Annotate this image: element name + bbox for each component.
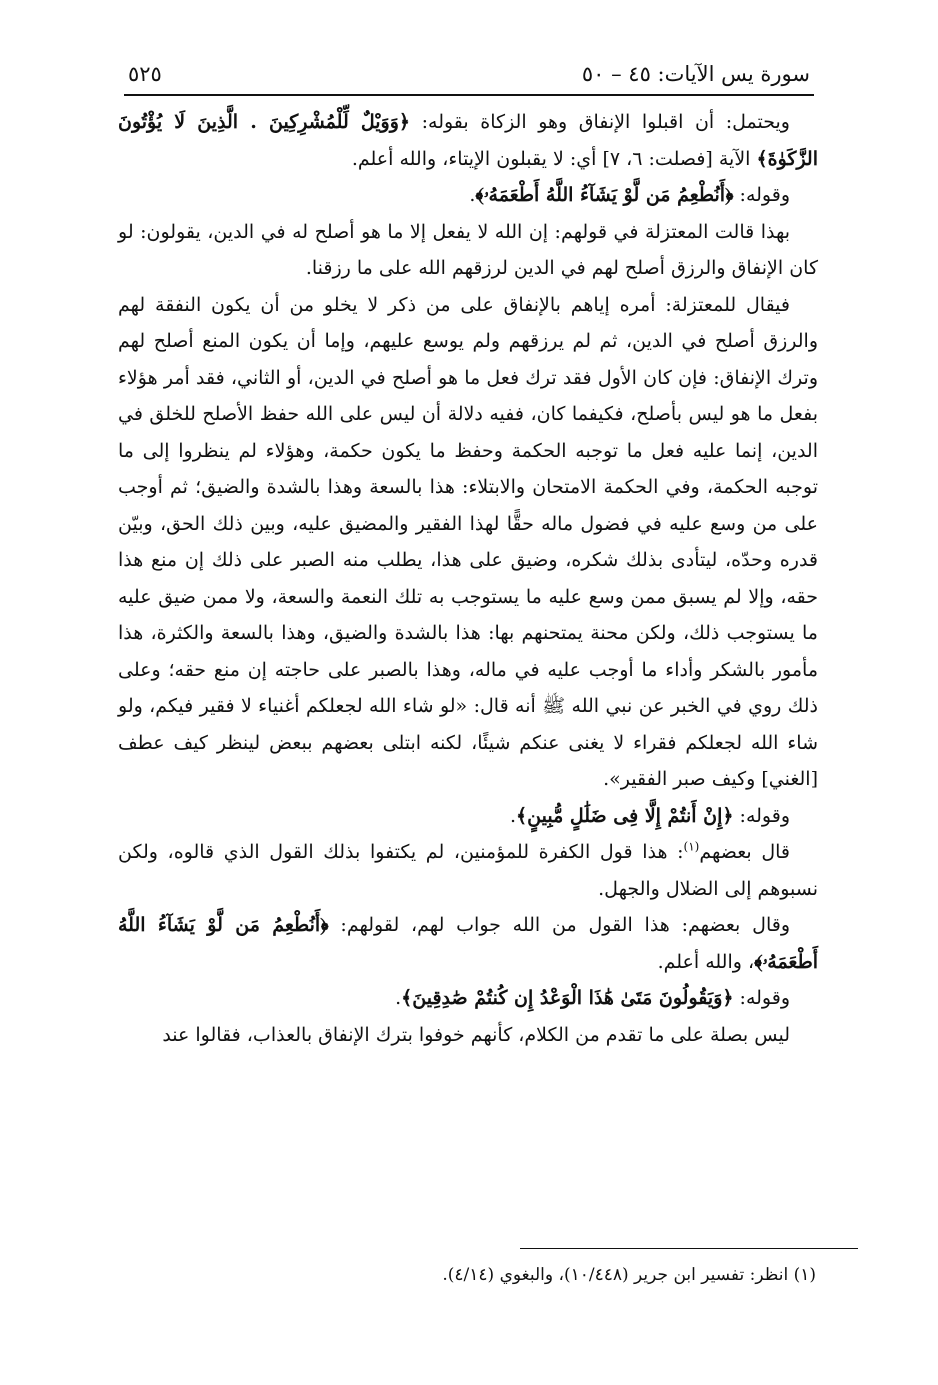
header-title: سورة يس الآيات: ٤٥ – ٥٠ bbox=[581, 62, 810, 86]
quran-verse: ﴿أَنُطْعِمُ مَن لَّوْ يَشَآءُ اللَّهُ أَطْعَمَهُۥ﴾ bbox=[118, 914, 818, 973]
header-rule bbox=[124, 94, 814, 96]
quran-verse: ﴿وَيَقُولُونَ مَتَىٰ هَٰذَا الْوَعْدُ إِن كُنتُمْ صَٰدِقِينَ﴾ bbox=[401, 987, 734, 1009]
page-number: ٥٢٥ bbox=[128, 62, 162, 86]
text-segment: : هذا قول الكفرة للمؤمنين، لم يكتفوا بذلك القول الذي قالوه، ولكن نسبوهم إلى الضلال والجهل. bbox=[118, 841, 818, 900]
text-segment: ، والله أعلم. bbox=[657, 950, 755, 973]
paragraph bbox=[118, 907, 818, 980]
paragraph bbox=[118, 834, 818, 907]
paragraph bbox=[118, 287, 818, 798]
paragraph bbox=[118, 177, 818, 214]
paragraph bbox=[118, 104, 818, 177]
footnote-text: (١) انظر: تفسير ابن جرير (١٠/٤٤٨)، والبغوي (٤/١٤). bbox=[442, 1265, 816, 1285]
running-header bbox=[128, 56, 810, 92]
paragraph bbox=[118, 1017, 818, 1054]
paragraph bbox=[118, 214, 818, 287]
quran-verse: ﴿وَوَيْلٌ لِّلْمُشْرِكِينَ . الَّذِينَ لَا يُؤْتُونَ الزَّكَوٰةَ﴾ bbox=[118, 111, 818, 170]
paragraph bbox=[118, 980, 818, 1017]
footnote-reference: (١) bbox=[683, 839, 700, 854]
text-segment: الآية [فصلت: ٦، ٧] أي: لا يقبلون الإيتاء، والله أعلم. bbox=[351, 147, 757, 170]
text-segment: وقوله: bbox=[733, 804, 790, 827]
text-segment: بهذا قالت المعتزلة في قولهم: إن الله لا يفعل إلا ما هو أصلح له في الدين، يقولون: لو كان الإنفاق والرزق أصلح لهم في الدين لرزقهم الله على ما رزقنا. bbox=[118, 220, 818, 279]
text-segment: وقوله: bbox=[733, 184, 790, 206]
text-segment: . bbox=[509, 804, 517, 827]
quran-verse: ﴿أَنُطْعِمُ مَن لَّوْ يَشَآءُ اللَّهُ أَطْعَمَهُۥ﴾ bbox=[475, 184, 734, 206]
quran-verse: ﴿إِنْ أَنتُمْ إِلَّا فِى ضَلَٰلٍ مُّبِينٍ﴾ bbox=[516, 804, 734, 827]
text-segment: . bbox=[469, 184, 476, 206]
text-segment: فيقال للمعتزلة: أمره إياهم بالإنفاق على من ذكر لا يخلو من أن يكون النفقة لهم والرزق أصلح في الدين، ثم لم يرزقهم ولم يوسع عليهم، وإما أن يكون المنع أصلح لهم وترك الإنفاق: فإن كان الأول فقد ترك فعل ما هو أصلح في الدين، أو الثاني، فقد أمر هؤلاء بفعل ما هو ليس بأصلح، فكيفما كان، ففيه دلالة أن ليس على الله حفظ الأصلح للخلق في الدين، إنما عليه فعل ما توجبه الحكمة وحفظ ما يكون حكمة، وهؤلاء لم ينظروا إلى ما توجبه الحكمة، وفي الحكمة الامتحان والابتلاء: هذا بالسعة وهذا بالشدة والضيق؛ ثم أوجب على من وسع عليه في فضول ماله حقًّا لهذا الفقير والمضيق عليه، وبين ذلك الحق، وبيّن قدره وحدّه، ليتأدى بذلك شكره، وضيق على هذا، يطلب منه الصبر على ذلك إن منع هذا حقه، وإلا لم يسبق ممن وسع عليه ما يستوجب به تلك النعمة والسعة، ولا ممن ضيق عليه ما يستوجب ذلك، ولكن محنة يمتحنهم بها: هذا بالشدة والضيق، وهذا بالسعة والكثرة، هذا مأمور بالشكر وأداء ما أوجب عليه في ماله، وهذا بالصبر على حاجته إن منع حقه؛ وعلى ذلك روي في الخبر عن نبي الله ﷺ أنه قال: «لو شاء الله لجعلكم أغنياء لا فقير فيكم، ولو شاء الله لجعلكم فقراء لا يغنى عنكم شيئًا، لكنه ابتلى بعضهم ببعض لينظر كيف عطف [الغني] وكيف صبر الفقير». bbox=[118, 293, 818, 790]
text-segment: وقال بعضهم: هذا القول من الله جواب لهم، لقولهم: bbox=[328, 914, 790, 936]
text-segment: ويحتمل: أن اقبلوا الإنفاق وهو الزكاة بقوله: bbox=[410, 111, 790, 133]
footnote bbox=[120, 1260, 816, 1290]
paragraph bbox=[118, 798, 818, 835]
body-text bbox=[118, 104, 818, 1053]
text-segment: ليس بصلة على ما تقدم من الكلام، كأنهم خوفوا بترك الإنفاق بالعذاب، فقالوا عند bbox=[162, 1023, 790, 1046]
text-segment: قال بعضهم bbox=[699, 841, 790, 863]
text-segment: . bbox=[395, 987, 402, 1009]
text-segment: وقوله: bbox=[733, 987, 790, 1009]
footnote-separator bbox=[520, 1248, 858, 1249]
